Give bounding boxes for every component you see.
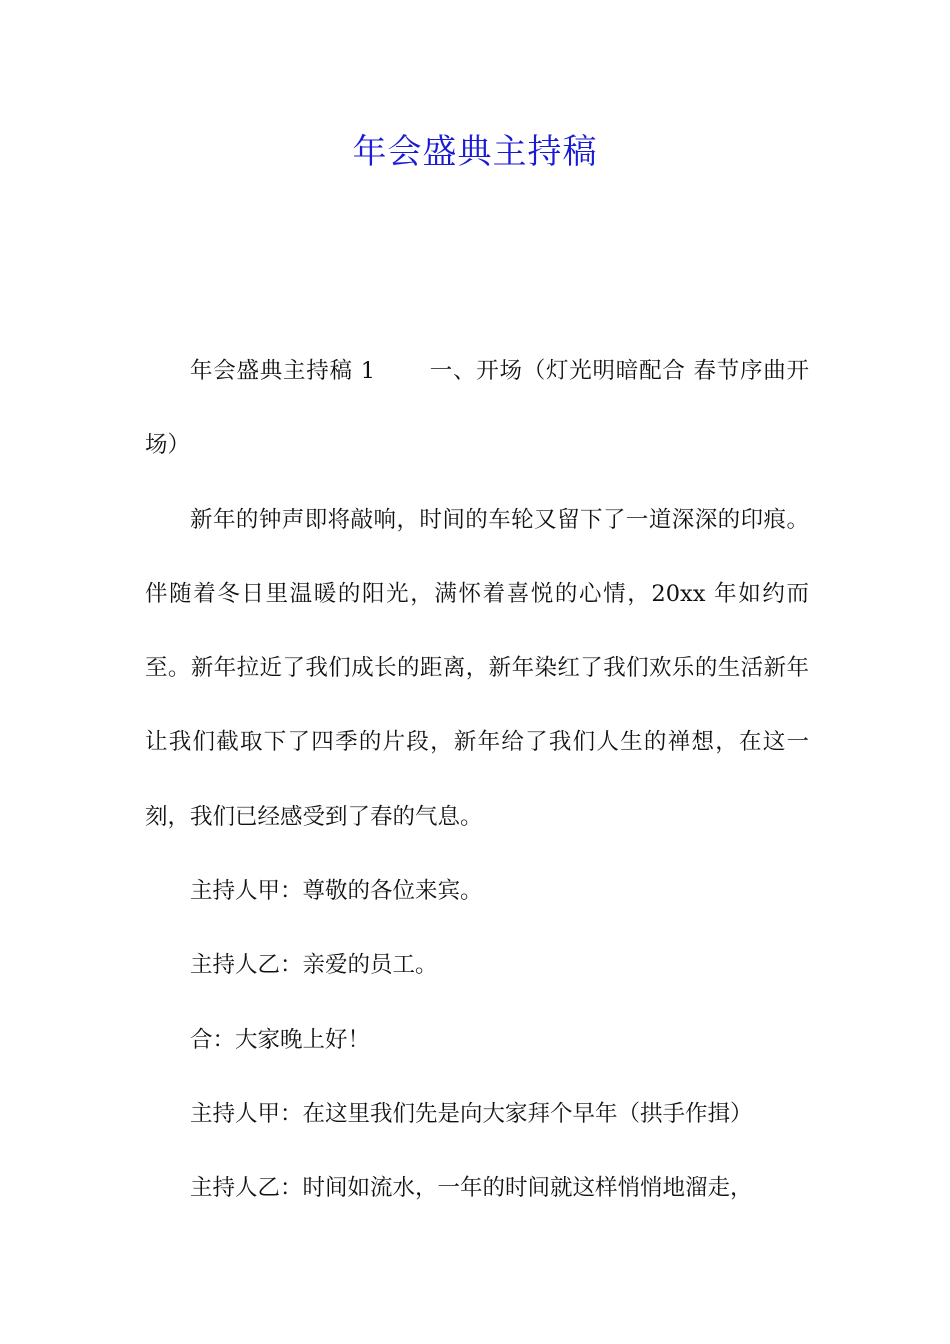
paragraph-new-year: 新年的钟声即将敲响，时间的车轮又留下了一道深深的印痕。伴随着冬日里温暖的阳光，满怀着喜悦的心情，20xx 年如约而至。新年拉近了我们成长的距离，新年染红了我们欢乐的生活新年让我们截取下了四季的片段，新年给了我们人生的禅想，在这一刻，我们已经感受到了春的气息。 [145, 506, 809, 830]
paragraph-host-a-new-year: 主持人甲：在这里我们先是向大家拜个早年（拱手作揖） [190, 1100, 753, 1127]
document-body [145, 334, 809, 1226]
paragraph-host-b-time: 主持人乙：时间如流水，一年的时间就这样悄悄地溜走， [190, 1175, 753, 1202]
paragraph-host-b-greeting: 主持人乙：亲爱的员工。 [190, 952, 438, 979]
section-intro: 年会盛典主持稿 1 [190, 358, 376, 384]
paragraph-opening [145, 334, 809, 483]
section-heading: 一、开场（灯光明暗配合 春节序曲开场） [145, 358, 810, 459]
document-title: 年会盛典主持稿 [352, 132, 598, 172]
paragraph-host-a-greeting: 主持人甲：尊敬的各位来宾。 [190, 878, 483, 905]
paragraph-together: 合：大家晚上好！ [190, 1026, 371, 1053]
